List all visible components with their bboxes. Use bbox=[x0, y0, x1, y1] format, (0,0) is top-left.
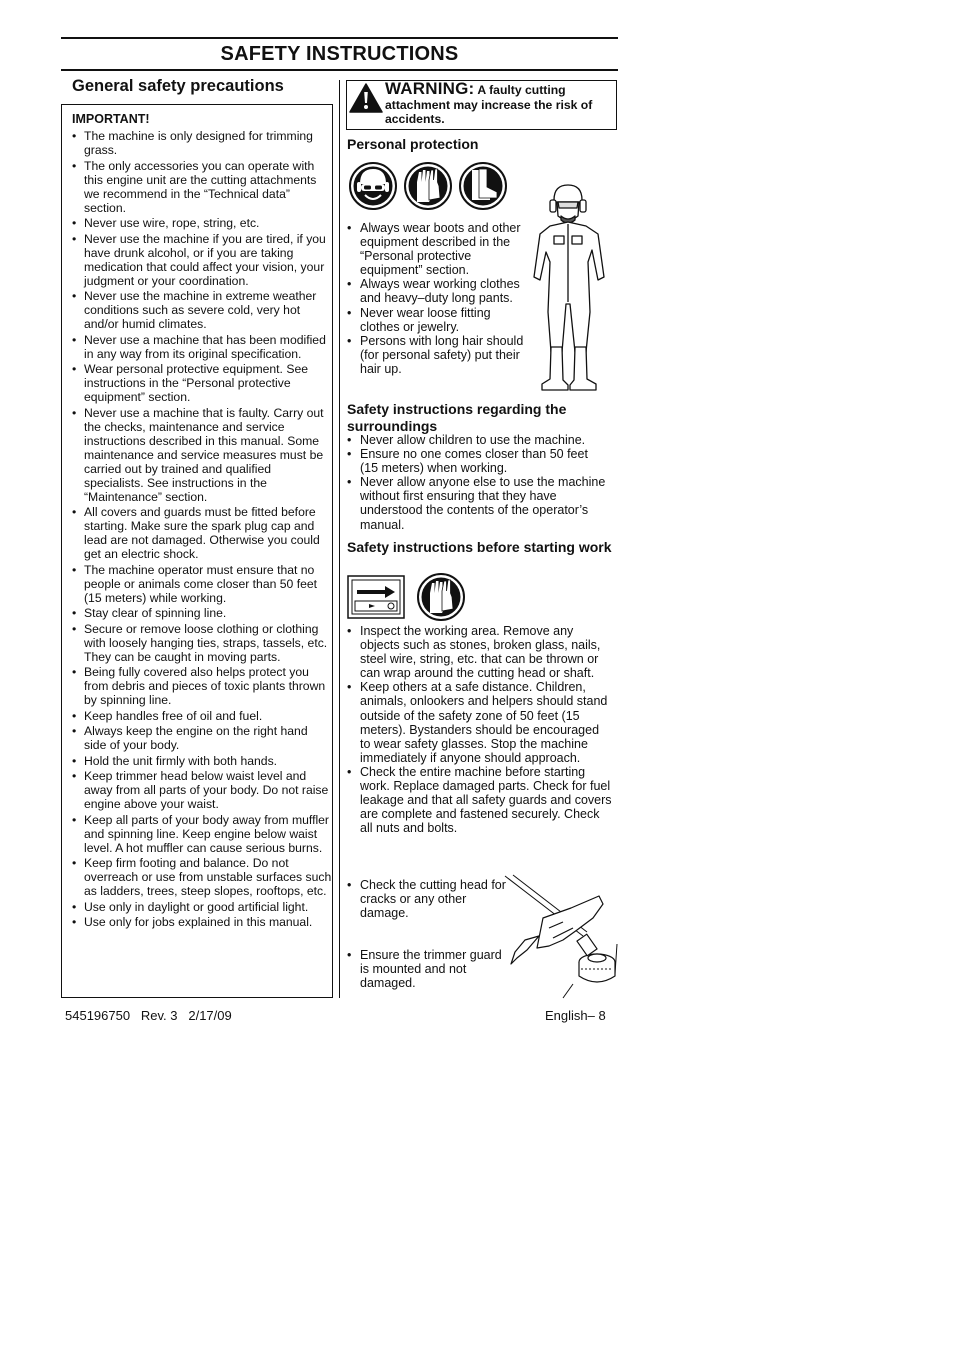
list-item: • Check the entire machine before starting work. Replace damaged parts. Check for fuel leakage and that all safety guards and covers are complete and fastened securely. Check all nuts and bolts. bbox=[347, 765, 612, 835]
before-work-title: Safety instructions before starting work bbox=[347, 539, 612, 555]
general-precautions-box bbox=[61, 104, 333, 998]
title-bar bbox=[61, 37, 618, 71]
before-work-symbols bbox=[347, 572, 467, 622]
warning-triangle-icon bbox=[349, 83, 383, 113]
list-item: • Secure or remove loose clothing or clothing with loosely hanging ties, straps, tassels, etc. They can be caught in moving parts. bbox=[72, 622, 332, 664]
list-item: • Never use the machine if you are tired, if you have drunk alcohol, or if you are taking medication that could affect your vision, your judgment or your coordination. bbox=[72, 232, 332, 288]
important-label: IMPORTANT! bbox=[72, 112, 150, 126]
list-item: • Always wear working clothes and heavy–duty long pants. bbox=[347, 277, 527, 305]
list-item: • Wear personal protective equipment. See instructions in the “Personal protective equipment” section. bbox=[72, 362, 332, 404]
personal-protection-list bbox=[347, 221, 527, 376]
list-item: • Keep trimmer head below waist level and away from all parts of your body. Do not raise engine above your waist. bbox=[72, 769, 332, 811]
list-item: • Never use a machine that has been modified in any way from its original specification. bbox=[72, 333, 332, 361]
gloves-icon bbox=[418, 574, 464, 620]
warning-label: WARNING: bbox=[385, 79, 475, 98]
column-divider bbox=[339, 80, 340, 998]
personal-protection-title: Personal protection bbox=[347, 136, 479, 152]
list-item: • Never use a machine that is faulty. Carry out the checks, maintenance and service instructions described in this manual. Some maintenance and service measures must be carried out by trained and qualified specialists. See instructions in the “Maintenance” section. bbox=[72, 406, 332, 504]
page-number: English– 8 bbox=[545, 1008, 606, 1023]
list-item: • Never use the machine in extreme weather conditions such as severe cold, very hot and/or humid climates. bbox=[72, 289, 332, 331]
list-item: • The machine operator must ensure that no people or animals come closer than 50 feet (15 meters) while working. bbox=[72, 563, 332, 605]
list-item: • Stay clear of spinning line. bbox=[72, 606, 332, 620]
list-item: • Never use wire, rope, string, etc. bbox=[72, 216, 332, 230]
manual-icon bbox=[348, 576, 404, 618]
list-item: • Persons with long hair should (for personal safety) put their hair up. bbox=[347, 334, 527, 376]
list-item: • Keep handles free of oil and fuel. bbox=[72, 709, 332, 723]
helmet-goggles-icon bbox=[350, 163, 396, 209]
list-item: • Never wear loose fitting clothes or jewelry. bbox=[347, 306, 527, 334]
trimmer-head-illustration bbox=[503, 874, 619, 1000]
warning-message: A faulty cutting attachment may increase the risk of accidents. bbox=[385, 83, 593, 126]
list-item: • Always wear boots and other equipment described in the “Personal protective equipment” section. bbox=[347, 221, 527, 277]
list-item: • Never allow children to use the machine. bbox=[347, 433, 609, 447]
list-item: • All covers and guards must be fitted before starting. Make sure the spark plug cap and lead are not damaged. Otherwise you could get an electric shock. bbox=[72, 505, 332, 561]
list-item: • Never allow anyone else to use the machine without first ensuring that they have understood the contents of the operator’s manual. bbox=[347, 475, 609, 531]
list-item: • Hold the unit firmly with both hands. bbox=[72, 754, 332, 768]
boots-icon bbox=[460, 163, 506, 209]
list-item: • Always keep the engine on the right hand side of your body. bbox=[72, 724, 332, 752]
page-title: SAFETY INSTRUCTIONS bbox=[220, 43, 459, 65]
list-item: • Check the cutting head for cracks or any other damage. bbox=[347, 878, 507, 920]
list-item: • Keep firm footing and balance. Do not overreach or use from unstable surfaces such as ladders, trees, steep slopes, rooftops, etc. bbox=[72, 856, 332, 898]
list-item: • Inspect the working area. Remove any objects such as stones, broken glass, nails, steel wire, string, etc. that can be thrown or can wrap around the cutting head or shaft. bbox=[347, 624, 612, 680]
list-item: • The only accessories you can operate with this engine unit are the cutting attachments we recommend in the “Technical data” section. bbox=[72, 159, 332, 215]
surroundings-list bbox=[347, 433, 609, 532]
warning-box bbox=[346, 80, 617, 130]
check-guard-list bbox=[347, 948, 509, 990]
list-item: • Keep others at a safe distance. Children, animals, onlookers and helpers should stand outside of the safety zone of 50 feet (15 meters). Bystanders should be encouraged to wear safety glasses. Stop the machine immediately if anyone should approach. bbox=[347, 680, 612, 765]
list-item: • Ensure no one comes closer than 50 feet (15 meters) when working. bbox=[347, 447, 609, 475]
check-head-list bbox=[347, 878, 507, 920]
list-item: • Use only for jobs explained in this manual. bbox=[72, 915, 332, 929]
surroundings-title: Safety instructions regarding the surroundings bbox=[347, 401, 567, 434]
worker-illustration bbox=[528, 182, 610, 394]
general-precautions-title: General safety precautions bbox=[72, 77, 284, 95]
list-item: • Use only in daylight or good artificial light. bbox=[72, 900, 332, 914]
list-item: • Ensure the trimmer guard is mounted and not damaged. bbox=[347, 948, 509, 990]
gloves-icon bbox=[405, 163, 451, 209]
list-item: • The machine is only designed for trimming grass. bbox=[72, 129, 332, 157]
list-item: • Being fully covered also helps protect you from debris and pieces of toxic plants thrown by spinning line. bbox=[72, 665, 332, 707]
document-reference: 545196750 Rev. 3 2/17/09 bbox=[65, 1008, 232, 1023]
ppe-symbols bbox=[349, 160, 509, 212]
before-work-list bbox=[347, 624, 612, 835]
list-item: • Keep all parts of your body away from muffler and spinning line. Keep engine below waist level. A hot muffler can cause serious burns. bbox=[72, 813, 332, 855]
general-precautions-list bbox=[72, 129, 332, 929]
